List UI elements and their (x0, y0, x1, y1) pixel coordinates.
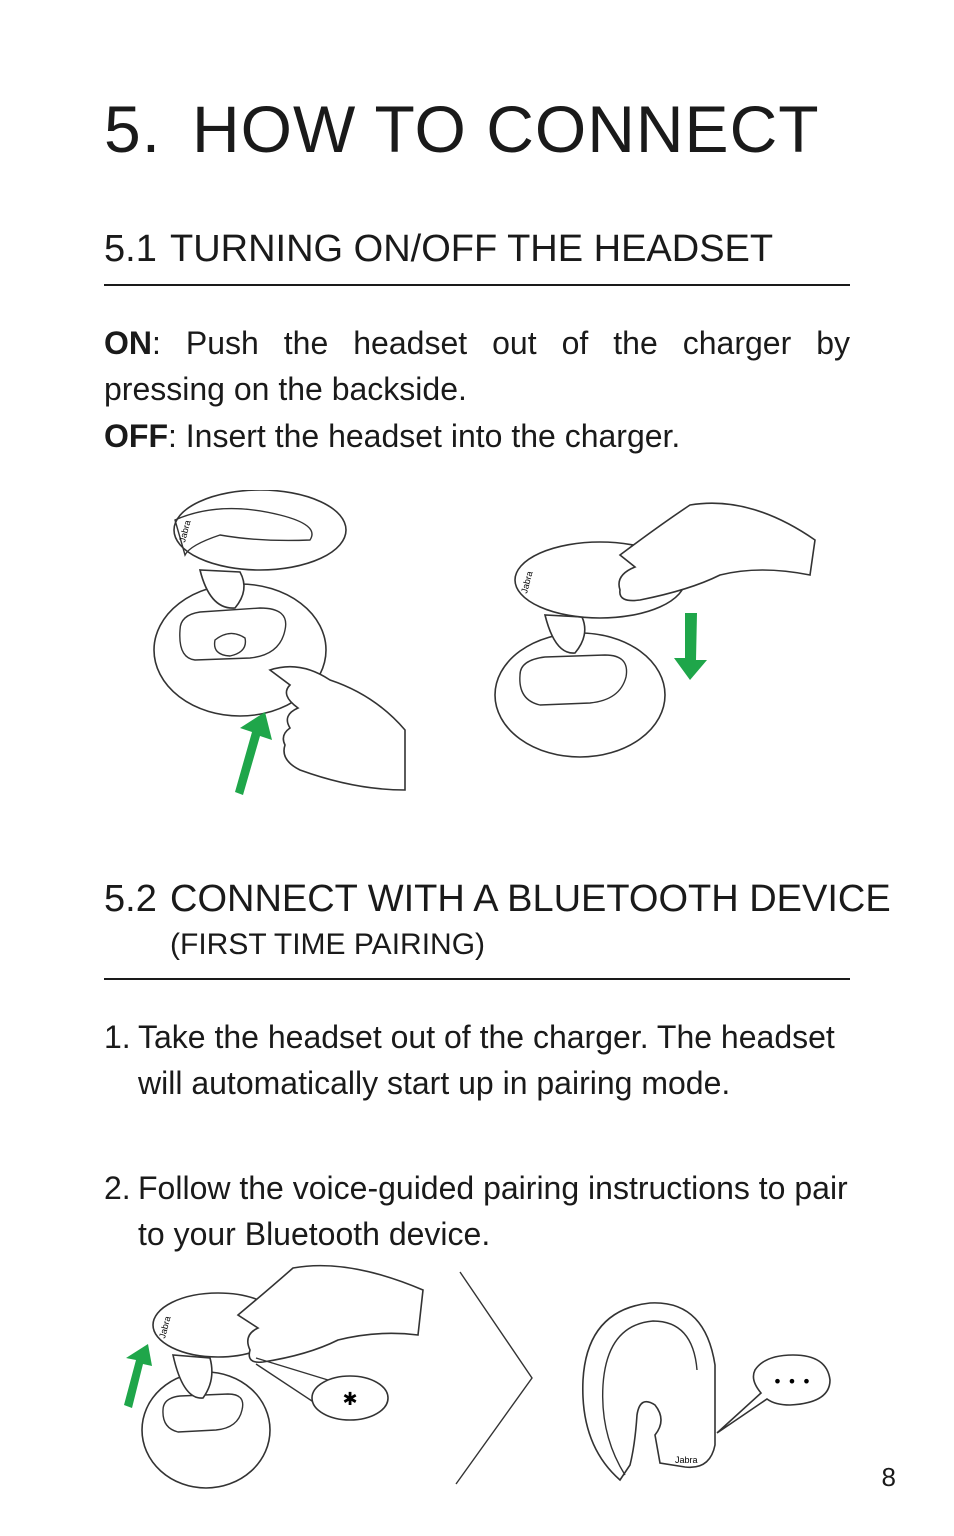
step-number: 1. (104, 1019, 131, 1055)
section-1-title (104, 230, 773, 268)
pressing-hand (619, 503, 815, 600)
chapter-heading: HOW TO CONNECT (192, 92, 820, 166)
section-2-heading: CONNECT WITH A BLUETOOTH DEVICE (170, 878, 891, 920)
voice-guide-illustration (575, 1295, 840, 1490)
jabra-logo-3: Jabra (157, 1315, 173, 1340)
step-text: Take the headset out of the charger. The headset will automatically start up in pairing mode. (138, 1019, 835, 1101)
next-step-chevron-icon (450, 1268, 540, 1488)
up-arrow-icon (235, 712, 272, 795)
on-text: : Push the headset out of the charger by pressing on the backside. (104, 325, 850, 407)
chevron-line (456, 1272, 532, 1484)
section-2-subtitle: (FIRST TIME PAIRING) (170, 928, 486, 961)
section-1-divider (104, 284, 850, 286)
section-2-title (104, 880, 891, 918)
off-text: : Insert the headset into the charger. (167, 418, 681, 454)
step-text: Follow the voice-guided pairing instructions to pair to your Bluetooth device. (138, 1170, 848, 1252)
down-arrow-icon (674, 613, 707, 680)
section-2-divider (104, 978, 850, 980)
chapter-number: 5. (104, 92, 162, 166)
insert-illustration (490, 495, 820, 765)
section-1-number: 5.1 (104, 228, 157, 270)
on-label: ON (104, 325, 152, 361)
charger-base-2 (495, 633, 665, 757)
jabra-logo-1: Jabra (177, 519, 193, 544)
pushing-hand (270, 667, 405, 790)
up-arrow-icon-2 (124, 1344, 152, 1408)
section-1-heading: TURNING ON/OFF THE HEADSET (170, 228, 774, 270)
on-instruction (104, 320, 850, 412)
jabra-logo-4: Jabra (675, 1455, 698, 1465)
push-out-illustration (140, 490, 420, 800)
page-number: 8 (881, 1462, 896, 1492)
list-item (104, 1165, 850, 1257)
jabra-logo-2: Jabra (519, 570, 535, 595)
step-number: 2. (104, 1170, 131, 1206)
speech-bubble-dots: • • • (772, 1372, 812, 1391)
section-2-number: 5.2 (104, 878, 157, 920)
hand-3 (238, 1266, 423, 1363)
chapter-title (104, 92, 820, 166)
off-instruction (104, 413, 850, 459)
speech-bubble (717, 1355, 830, 1433)
off-label: OFF (104, 418, 168, 454)
list-item (104, 1014, 850, 1106)
bluetooth-icon: ✱ (342, 1389, 358, 1410)
take-out-illustration (118, 1260, 428, 1495)
headset-body (174, 490, 346, 570)
